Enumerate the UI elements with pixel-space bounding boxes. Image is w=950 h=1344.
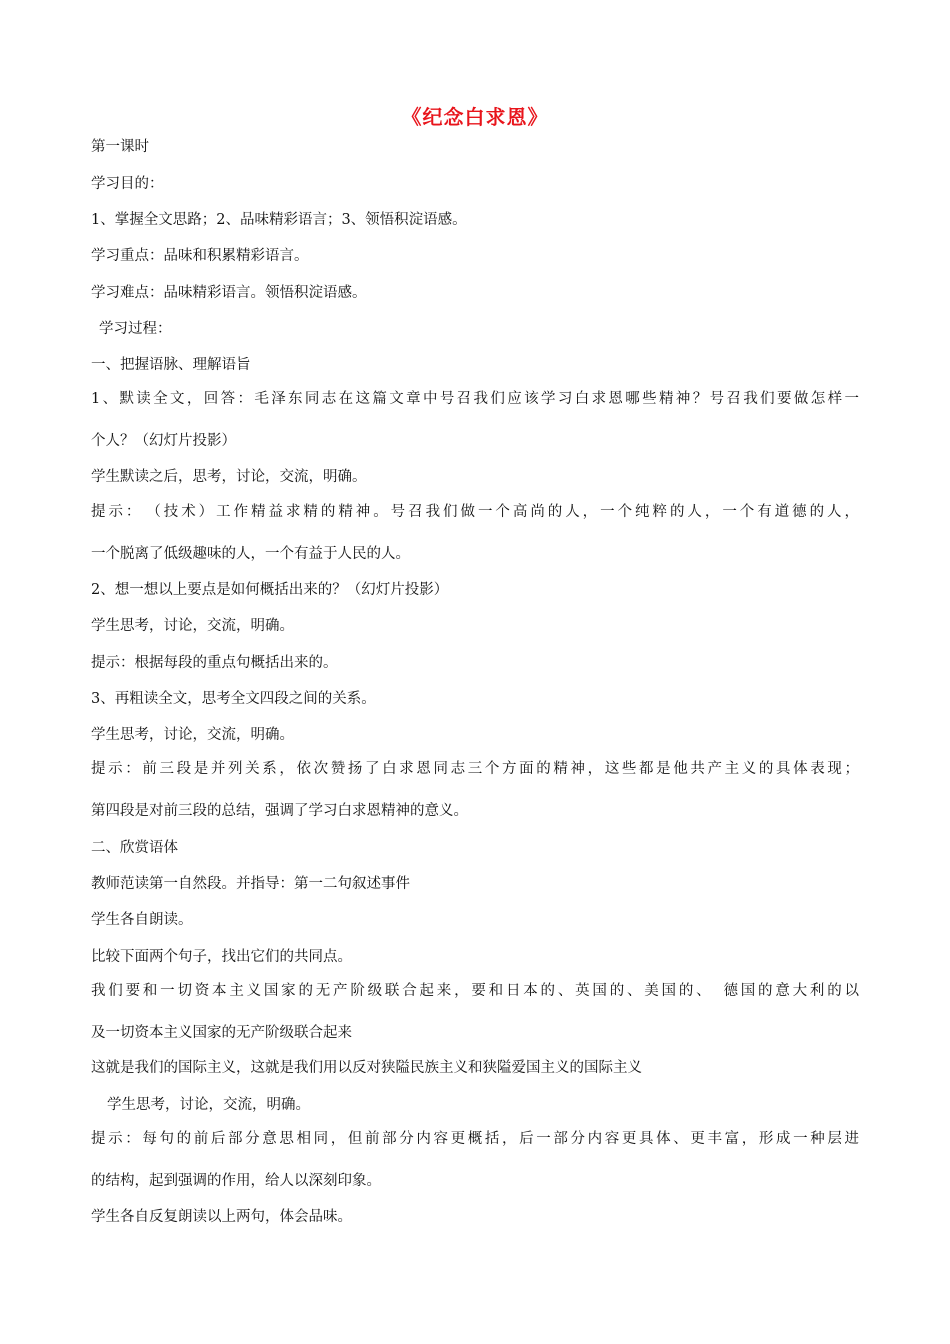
section-heading-2: 二、欣赏语体 xyxy=(91,840,178,856)
text-line-hint4-b: 的结构，起到强调的作用，给人以深刻印象。 xyxy=(91,1173,381,1189)
text-line-difficulty: 学习难点：品味精彩语言。领悟积淀语感。 xyxy=(91,285,367,301)
text-line-q3-student: 学生思考，讨论，交流，明确。 xyxy=(91,727,294,743)
text-line-q2: 2、想一想以上要点是如何概括出来的？（幻灯片投影） xyxy=(91,582,449,598)
text-line-goal-heading: 学习目的： xyxy=(91,176,164,192)
text-line-hint2: 提示：根据每段的重点句概括出来的。 xyxy=(91,655,338,671)
text-line-sentence2: 这就是我们的国际主义，这就是我们用以反对狭隘民族主义和狭隘爱国主义的国际主义 xyxy=(91,1060,642,1076)
text-line-focus: 学习重点：品味和积累精彩语言。 xyxy=(91,248,309,264)
page-title: 《纪念白求恩》 xyxy=(401,105,549,129)
text-line-hint3-a: 提示：前三段是并列关系，依次赞扬了白求恩同志三个方面的精神，这些都是他共产主义的具体表现； xyxy=(91,761,859,777)
section-heading-1: 一、把握语脉、理解语旨 xyxy=(91,357,251,373)
text-line-q2-student: 学生思考，讨论，交流，明确。 xyxy=(91,618,294,634)
text-line-goals: 1、掌握全文思路；2、品味精彩语言；3、领悟积淀语感。 xyxy=(91,212,467,228)
text-line-sentence1-a: 我们要和一切资本主义国家的无产阶级联合起来，要和日本的、英国的、美国的、 德国的意大利的以 xyxy=(91,983,859,999)
text-line-hint1-a: 提示： （技术）工作精益求精的精神。号召我们做一个高尚的人，一个纯粹的人，一个有道德的人， xyxy=(91,504,859,520)
text-line-sentence1-b: 及一切资本主义国家的无产阶级联合起来 xyxy=(91,1025,352,1041)
text-line-q1-student: 学生默读之后，思考，讨论，交流，明确。 xyxy=(91,469,367,485)
text-line-reread: 学生各自反复朗读以上两句，体会品味。 xyxy=(91,1209,352,1225)
text-line-hint4-a: 提示：每句的前后部分意思相同，但前部分内容更概括，后一部分内容更具体、更丰富，形成一种层进 xyxy=(91,1131,859,1147)
text-line-lesson: 第一课时 xyxy=(91,139,149,155)
text-line-q1-b: 个人？（幻灯片投影） xyxy=(91,433,236,449)
text-line-process-heading: 学习过程： xyxy=(99,321,172,337)
text-line-q3: 3、再粗读全文，思考全文四段之间的关系。 xyxy=(91,691,376,707)
text-line-compare: 比较下面两个句子，找出它们的共同点。 xyxy=(91,949,352,965)
text-line-q1-a: 1、默读全文，回答：毛泽东同志在这篇文章中号召我们应该学习白求恩哪些精神？号召我们要做怎样一 xyxy=(91,391,859,407)
text-line-discuss: 学生思考，讨论，交流，明确。 xyxy=(107,1097,310,1113)
text-line-student-reading: 学生各自朗读。 xyxy=(91,912,193,928)
text-line-hint1-b: 一个脱离了低级趣味的人，一个有益于人民的人。 xyxy=(91,546,410,562)
text-line-teacher-reading: 教师范读第一自然段。并指导：第一二句叙述事件 xyxy=(91,876,410,892)
text-line-hint3-b: 第四段是对前三段的总结，强调了学习白求恩精神的意义。 xyxy=(91,803,468,819)
